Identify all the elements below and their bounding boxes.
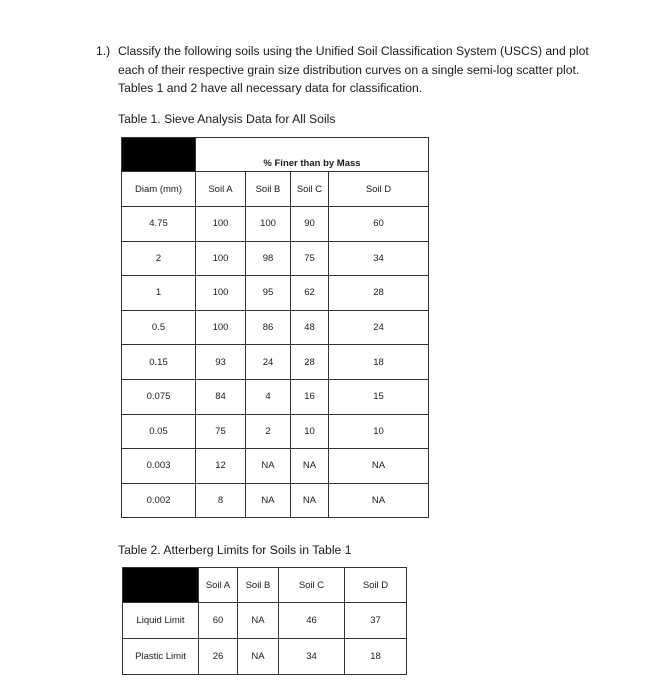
column-header: Soil B [246, 172, 291, 207]
table-cell: 95 [246, 276, 291, 311]
question-line: Tables 1 and 2 have all necessary data for classification. [118, 81, 423, 95]
table-cell: 90 [291, 207, 329, 242]
table-cell: 10 [329, 414, 429, 449]
table-cell: 93 [196, 345, 246, 380]
table-cell: 24 [246, 345, 291, 380]
question-line: Classify the following soils using the Unified Soil Classification System (USCS) and plot [118, 44, 589, 58]
table-cell: NA [246, 449, 291, 484]
table-cell: NA [291, 483, 329, 518]
table-cell: 86 [246, 310, 291, 345]
table-cell: NA [329, 483, 429, 518]
table-cell: 37 [345, 603, 407, 639]
table-cell: 18 [329, 345, 429, 380]
table-cell: 28 [329, 276, 429, 311]
table-cell: 98 [246, 241, 291, 276]
table-cell: 60 [199, 603, 238, 639]
table-cell: 1 [122, 276, 196, 311]
table-row [122, 241, 429, 276]
table-cell: 100 [196, 310, 246, 345]
table-cell: 60 [329, 207, 429, 242]
table-cell: NA [329, 449, 429, 484]
table-cell: 62 [291, 276, 329, 311]
table-row [122, 449, 429, 484]
header-black-cell [123, 568, 199, 603]
table-cell: 34 [279, 639, 345, 675]
table-cell: 4.75 [122, 207, 196, 242]
table-cell: 100 [196, 207, 246, 242]
table-row [122, 276, 429, 311]
table-cell: NA [291, 449, 329, 484]
table-cell: NA [238, 639, 279, 675]
table-cell: 2 [246, 414, 291, 449]
table-row [122, 483, 429, 518]
table-cell: NA [246, 483, 291, 518]
table-cell: 0.5 [122, 310, 196, 345]
table-cell: 34 [329, 241, 429, 276]
table-cell: 48 [291, 310, 329, 345]
table-cell: 0.003 [122, 449, 196, 484]
table-cell: 18 [345, 639, 407, 675]
column-header: Soil B [238, 568, 279, 603]
table-cell: 15 [329, 379, 429, 414]
table-cell: 100 [196, 241, 246, 276]
table-cell: 2 [122, 241, 196, 276]
table-cell: Plastic Limit [123, 639, 199, 675]
table-row [123, 639, 407, 675]
table-cell: 12 [196, 449, 246, 484]
table-cell: 16 [291, 379, 329, 414]
table-row [122, 345, 429, 380]
table-cell: 26 [199, 639, 238, 675]
table-cell: NA [238, 603, 279, 639]
header-black-cell [122, 138, 196, 172]
question-text [118, 42, 596, 98]
column-header: Diam (mm) [122, 172, 196, 207]
table-cell: 100 [246, 207, 291, 242]
column-header: Soil A [196, 172, 246, 207]
table-cell: 28 [291, 345, 329, 380]
table-row [123, 603, 407, 639]
table2-caption: Table 2. Atterberg Limits for Soils in Table 1 [118, 543, 352, 557]
table-cell: 0.05 [122, 414, 196, 449]
table-cell: 0.075 [122, 379, 196, 414]
table1-caption: Table 1. Sieve Analysis Data for All Soils [118, 112, 336, 126]
column-header: Soil C [291, 172, 329, 207]
atterberg-limits-table [122, 567, 407, 675]
table-cell: 8 [196, 483, 246, 518]
question-block [96, 42, 596, 98]
sieve-analysis-table [121, 137, 429, 518]
table-cell: 24 [329, 310, 429, 345]
group-header: % Finer than by Mass [196, 138, 429, 172]
table-cell: 46 [279, 603, 345, 639]
table-cell: 0.15 [122, 345, 196, 380]
column-header: Soil A [199, 568, 238, 603]
table-cell: 75 [196, 414, 246, 449]
table-row [122, 379, 429, 414]
column-header: Soil D [345, 568, 407, 603]
table-cell: 84 [196, 379, 246, 414]
table-cell: 100 [196, 276, 246, 311]
table-cell: 4 [246, 379, 291, 414]
question-line: each of their respective grain size distribution curves on a single semi-log scatter plot. [118, 62, 580, 77]
table-row [122, 207, 429, 242]
table-cell: 75 [291, 241, 329, 276]
question-number: 1.) [96, 44, 111, 58]
column-header: Soil C [279, 568, 345, 603]
table-cell: 0.002 [122, 483, 196, 518]
table-row [122, 310, 429, 345]
table-row [122, 414, 429, 449]
column-header: Soil D [329, 172, 429, 207]
table-cell: Liquid Limit [123, 603, 199, 639]
table-cell: 10 [291, 414, 329, 449]
